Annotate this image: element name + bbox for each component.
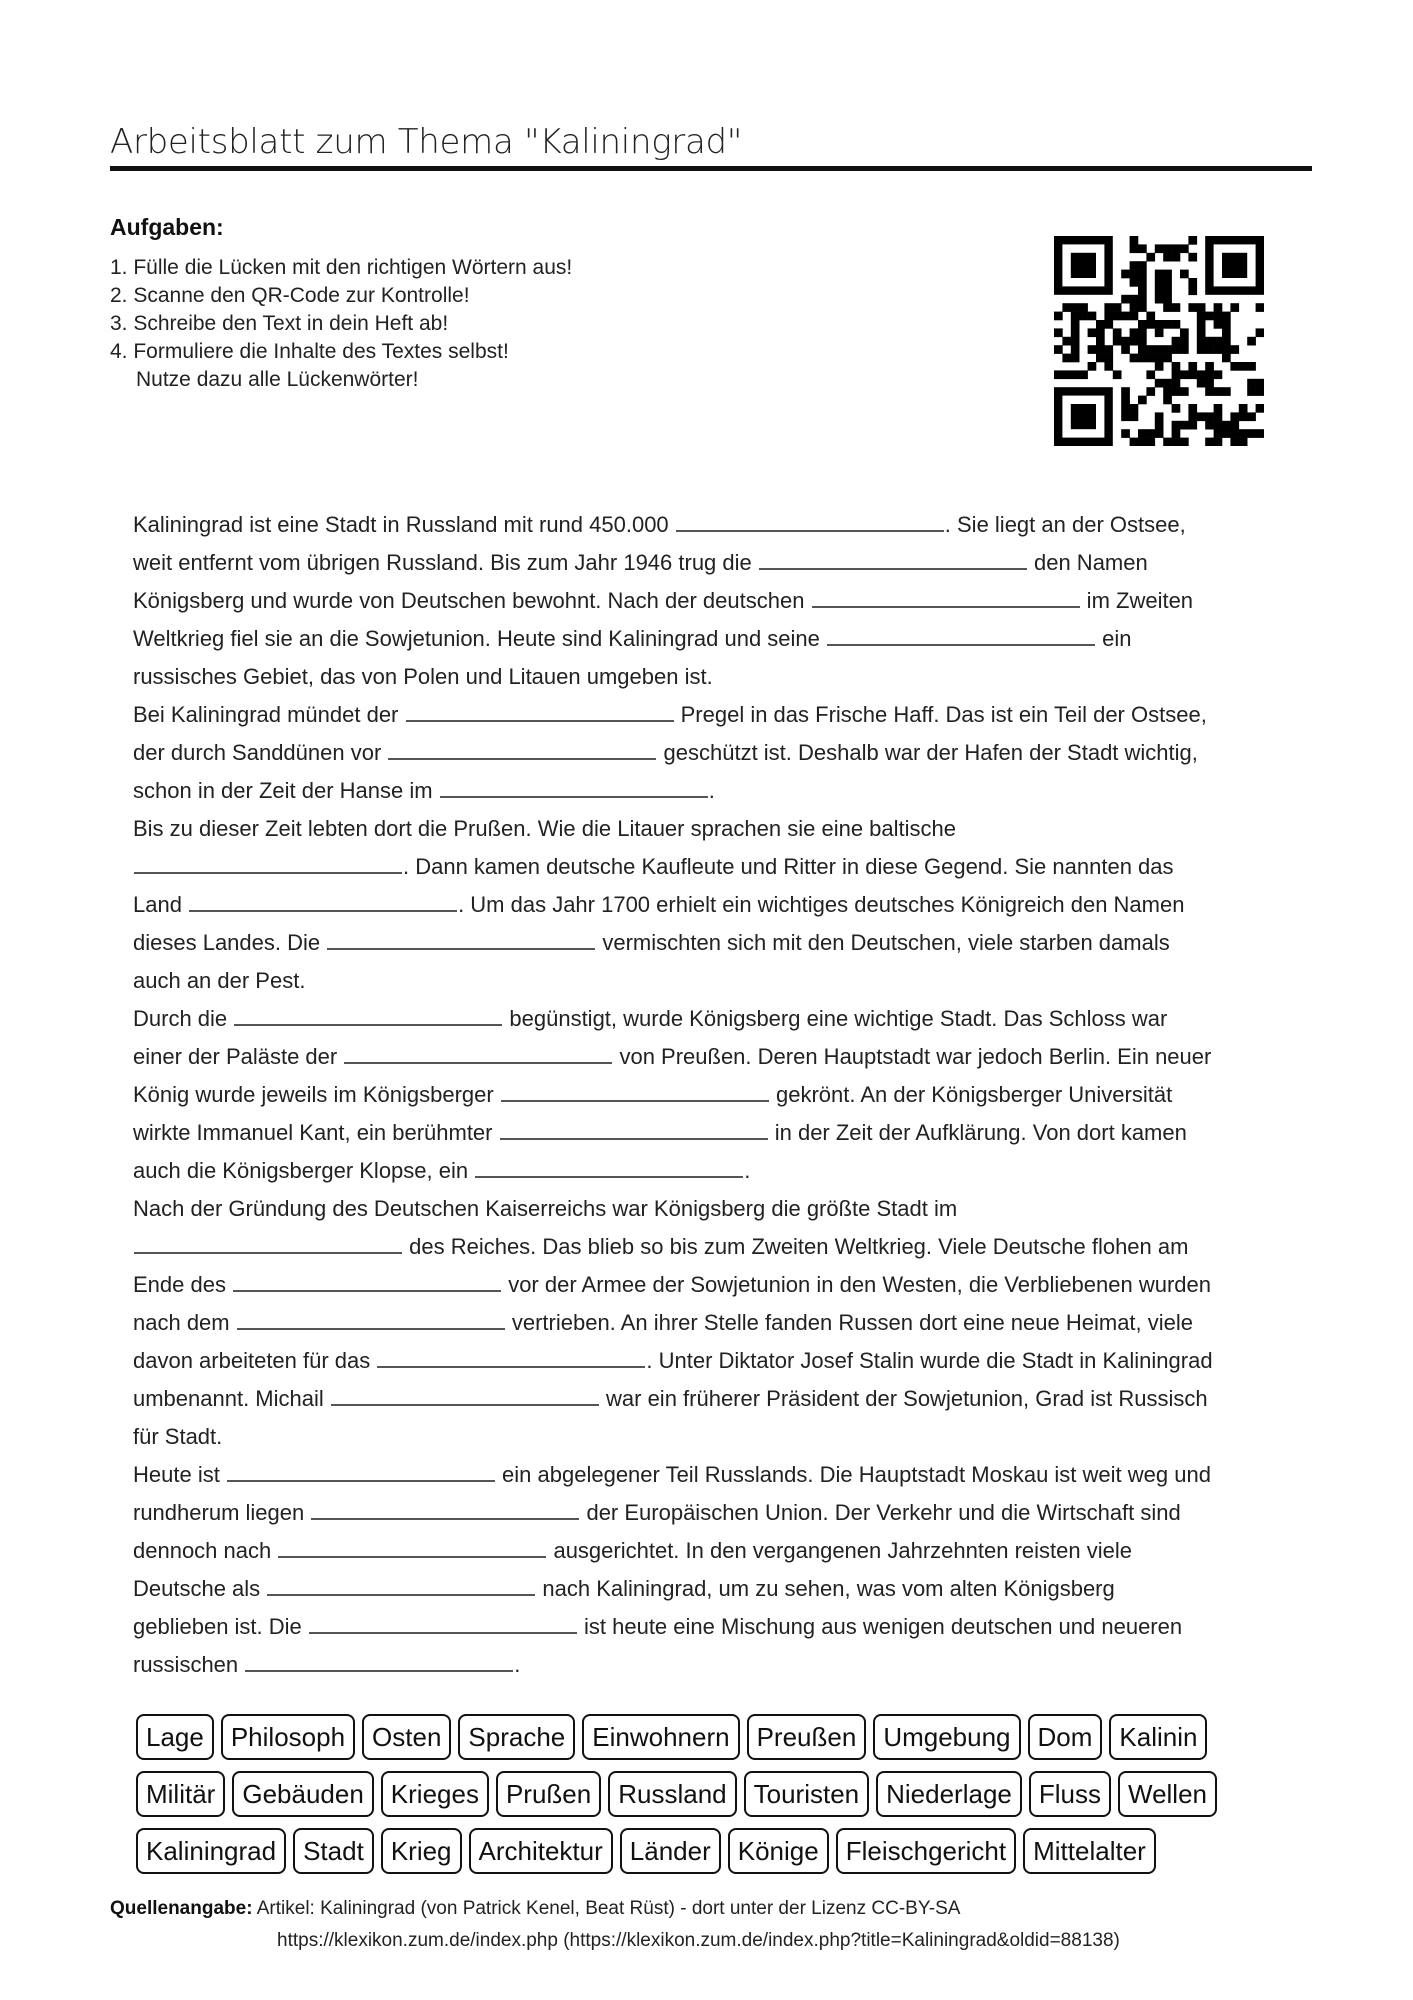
- text-segment: russischen: [133, 1652, 245, 1677]
- text-segment: Bei Kaliningrad mündet der: [133, 702, 405, 727]
- text-segment: .: [708, 778, 715, 803]
- blank-field[interactable]: [501, 1078, 769, 1102]
- word-chip[interactable]: Osten: [362, 1714, 451, 1760]
- text-segment: vertrieben. An ihrer Stelle fanden Russen dort eine neue Heimat, viele: [505, 1310, 1194, 1335]
- task-item: 1. Fülle die Lücken mit den richtigen Wörtern aus!: [110, 256, 573, 279]
- blank-field[interactable]: [327, 926, 595, 950]
- text-segment: auch an der Pest.: [133, 968, 306, 993]
- text-segment: Land: [133, 892, 189, 917]
- word-chip[interactable]: Russland: [608, 1771, 736, 1817]
- task-item: 4. Formuliere die Inhalte des Textes selbst!: [110, 340, 509, 363]
- text-line: [133, 1114, 1313, 1152]
- blank-field[interactable]: [440, 774, 708, 798]
- title-divider: [110, 166, 1312, 171]
- text-segment: rundherum liegen: [133, 1500, 311, 1525]
- text-line: [133, 658, 1313, 696]
- blank-field[interactable]: [237, 1306, 505, 1330]
- word-bank-row: [136, 1714, 1286, 1760]
- text-segment: dennoch nach: [133, 1538, 278, 1563]
- text-segment: . Sie liegt an der Ostsee,: [944, 512, 1186, 537]
- text-segment: gekrönt. An der Königsberger Universität: [769, 1082, 1173, 1107]
- word-chip[interactable]: Einwohnern: [582, 1714, 739, 1760]
- page-title: Arbeitsblatt zum Thema "Kaliningrad": [110, 122, 743, 162]
- text-line: [133, 506, 1313, 544]
- text-line: [133, 1152, 1313, 1190]
- text-line: [133, 1190, 1313, 1228]
- word-chip[interactable]: Kaliningrad: [136, 1828, 286, 1874]
- text-line: [133, 772, 1313, 810]
- blank-field[interactable]: [233, 1268, 501, 1292]
- word-chip[interactable]: Touristen: [744, 1771, 870, 1817]
- text-segment: Königsberg und wurde von Deutschen bewohnt. Nach der deutschen: [133, 588, 811, 613]
- text-segment: in der Zeit der Aufklärung. Von dort kamen: [768, 1120, 1187, 1145]
- text-segment: weit entfernt vom übrigen Russland. Bis zum Jahr 1946 trug die: [133, 550, 758, 575]
- blank-field[interactable]: [377, 1344, 645, 1368]
- text-segment: ausgerichtet. In den vergangenen Jahrzehnten reisten viele: [547, 1538, 1132, 1563]
- text-line: [133, 886, 1313, 924]
- text-line: [133, 924, 1313, 962]
- word-chip[interactable]: Militär: [136, 1771, 225, 1817]
- text-line: [133, 1494, 1313, 1532]
- blank-field[interactable]: [475, 1154, 743, 1178]
- text-line: [133, 734, 1313, 772]
- text-segment: im Zweiten: [1080, 588, 1194, 613]
- blank-field[interactable]: [827, 622, 1095, 646]
- source-citation: [110, 1893, 1120, 1957]
- task-item-continuation: Nutze dazu alle Lückenwörter!: [136, 368, 419, 391]
- text-segment: der durch Sanddünen vor: [133, 740, 388, 765]
- text-segment: geblieben ist. Die: [133, 1614, 308, 1639]
- text-segment: Ende des: [133, 1272, 233, 1297]
- text-segment: nach dem: [133, 1310, 236, 1335]
- text-segment: ist heute eine Mischung aus wenigen deutschen und neueren: [577, 1614, 1183, 1639]
- text-segment: . Unter Diktator Josef Stalin wurde die Stadt in Kaliningrad: [646, 1348, 1213, 1373]
- word-chip[interactable]: Kalinin: [1109, 1714, 1207, 1760]
- word-chip[interactable]: Niederlage: [876, 1771, 1022, 1817]
- text-segment: Nach der Gründung des Deutschen Kaiserreichs war Königsberg die größte Stadt im: [133, 1196, 958, 1221]
- blank-field[interactable]: [344, 1040, 612, 1064]
- source-text: Artikel: Kaliningrad (von Patrick Kenel, Beat Rüst) - dort unter der Lizenz CC-BY-SA: [252, 1898, 961, 1919]
- word-chip[interactable]: Dom: [1028, 1714, 1103, 1760]
- text-line: [133, 1456, 1313, 1494]
- task-list: [110, 254, 572, 394]
- text-line: [133, 620, 1313, 658]
- text-line: [133, 810, 1313, 848]
- text-line: [133, 1076, 1313, 1114]
- blank-field[interactable]: [278, 1534, 546, 1558]
- blank-field[interactable]: [227, 1458, 495, 1482]
- word-chip[interactable]: Länder: [620, 1828, 721, 1874]
- word-chip[interactable]: Könige: [728, 1828, 829, 1874]
- text-line: [133, 1038, 1313, 1076]
- text-segment: für Stadt.: [133, 1424, 223, 1449]
- blank-field[interactable]: [388, 736, 656, 760]
- tasks-heading: Aufgaben:: [110, 214, 224, 240]
- blank-field[interactable]: [311, 1496, 579, 1520]
- word-bank: [136, 1714, 1286, 1885]
- word-chip[interactable]: Preußen: [747, 1714, 867, 1760]
- text-segment: einer der Paläste der: [133, 1044, 344, 1069]
- text-line: [133, 1304, 1313, 1342]
- text-segment: Deutsche als: [133, 1576, 267, 1601]
- text-segment: .: [744, 1158, 751, 1183]
- text-line: [133, 848, 1313, 886]
- text-line: [133, 1418, 1313, 1456]
- word-chip[interactable]: Wellen: [1118, 1771, 1217, 1817]
- text-segment: .: [514, 1652, 521, 1677]
- word-chip[interactable]: Fluss: [1029, 1771, 1111, 1817]
- blank-field[interactable]: [267, 1572, 535, 1596]
- text-segment: der Europäischen Union. Der Verkehr und die Wirtschaft sind: [580, 1500, 1181, 1525]
- text-segment: . Um das Jahr 1700 erhielt ein wichtiges deutsches Königreich den Namen: [458, 892, 1185, 917]
- text-segment: . Dann kamen deutsche Kaufleute und Ritter in diese Gegend. Sie nannten das: [403, 854, 1174, 879]
- text-line: [133, 696, 1313, 734]
- word-chip[interactable]: Umgebung: [873, 1714, 1020, 1760]
- text-segment: nach Kaliningrad, um zu sehen, was vom alten Königsberg: [536, 1576, 1115, 1601]
- text-segment: Pregel in das Frische Haff. Das ist ein Teil der Ostsee,: [674, 702, 1207, 727]
- blank-field[interactable]: [759, 546, 1027, 570]
- word-chip[interactable]: Gebäuden: [232, 1771, 373, 1817]
- text-segment: vor der Armee der Sowjetunion in den Westen, die Verbliebenen wurden: [502, 1272, 1211, 1297]
- text-segment: den Namen: [1027, 550, 1148, 575]
- word-chip[interactable]: Lage: [136, 1714, 214, 1760]
- blank-field[interactable]: [812, 584, 1080, 608]
- text-segment: war ein früherer Präsident der Sowjetunion, Grad ist Russisch: [599, 1386, 1208, 1411]
- blank-field[interactable]: [189, 888, 457, 912]
- blank-field[interactable]: [309, 1610, 577, 1634]
- text-segment: von Preußen. Deren Hauptstadt war jedoch Berlin. Ein neuer: [613, 1044, 1212, 1069]
- text-segment: umbenannt. Michail: [133, 1386, 330, 1411]
- task-item: 3. Schreibe den Text in dein Heft ab!: [110, 312, 449, 335]
- text-segment: Bis zu dieser Zeit lebten dort die Prußen. Wie die Litauer sprachen sie eine baltische: [133, 816, 956, 841]
- text-segment: Weltkrieg fiel sie an die Sowjetunion. Heute sind Kaliningrad und seine: [133, 626, 827, 651]
- word-bank-row: [136, 1828, 1286, 1874]
- word-chip[interactable]: Architektur: [469, 1828, 613, 1874]
- text-segment: ein abgelegener Teil Russlands. Die Hauptstadt Moskau ist weit weg und: [495, 1462, 1211, 1487]
- text-line: [133, 1532, 1313, 1570]
- text-line: [133, 1570, 1313, 1608]
- blank-field[interactable]: [134, 850, 402, 874]
- text-line: [133, 962, 1313, 1000]
- text-segment: Kaliningrad ist eine Stadt in Russland mit rund 450.000: [133, 512, 675, 537]
- word-chip[interactable]: Krieges: [381, 1771, 489, 1817]
- text-line: [133, 1342, 1313, 1380]
- text-segment: wirkte Immanuel Kant, ein berühmter: [133, 1120, 499, 1145]
- word-chip[interactable]: Prußen: [496, 1771, 601, 1817]
- text-line: [133, 582, 1313, 620]
- text-segment: König wurde jeweils im Königsberger: [133, 1082, 500, 1107]
- word-chip[interactable]: Sprache: [458, 1714, 575, 1760]
- text-line: [133, 1000, 1313, 1038]
- text-segment: begünstigt, wurde Königsberg eine wichtige Stadt. Das Schloss war: [503, 1006, 1168, 1031]
- text-segment: ein: [1096, 626, 1132, 651]
- text-segment: des Reiches. Das blieb so bis zum Zweiten Weltkrieg. Viele Deutsche flohen am: [403, 1234, 1189, 1259]
- word-chip[interactable]: Fleischgericht: [836, 1828, 1016, 1874]
- text-segment: Heute ist: [133, 1462, 226, 1487]
- text-line: [133, 1228, 1313, 1266]
- text-line: [133, 1608, 1313, 1646]
- text-segment: Durch die: [133, 1006, 234, 1031]
- cloze-text: [133, 506, 1313, 1684]
- word-bank-row: [136, 1771, 1286, 1817]
- blank-field[interactable]: [331, 1382, 599, 1406]
- text-segment: geschützt ist. Deshalb war der Hafen der Stadt wichtig,: [657, 740, 1198, 765]
- blank-field[interactable]: [134, 1230, 402, 1254]
- blank-field[interactable]: [406, 698, 674, 722]
- word-chip[interactable]: Philosoph: [221, 1714, 355, 1760]
- blank-field[interactable]: [245, 1648, 513, 1672]
- text-segment: davon arbeiteten für das: [133, 1348, 377, 1373]
- text-line: [133, 1266, 1313, 1304]
- word-chip[interactable]: Krieg: [381, 1828, 462, 1874]
- text-line: [133, 1380, 1313, 1418]
- word-chip[interactable]: Mittelalter: [1023, 1828, 1156, 1874]
- source-url[interactable]: https://klexikon.zum.de/index.php (https://klexikon.zum.de/index.php?title=Kaliningrad&oldid=88138): [277, 1930, 1120, 1951]
- text-segment: dieses Landes. Die: [133, 930, 327, 955]
- source-label: Quellenangabe:: [110, 1898, 253, 1919]
- task-item: 2. Scanne den QR-Code zur Kontrolle!: [110, 284, 470, 307]
- blank-field[interactable]: [500, 1116, 768, 1140]
- text-segment: russisches Gebiet, das von Polen und Litauen umgeben ist.: [133, 664, 713, 689]
- qr-code-icon[interactable]: [1054, 236, 1264, 446]
- text-segment: auch die Königsberger Klopse, ein: [133, 1158, 475, 1183]
- blank-field[interactable]: [234, 1002, 502, 1026]
- text-line: [133, 544, 1313, 582]
- text-segment: schon in der Zeit der Hanse im: [133, 778, 439, 803]
- text-line: [133, 1646, 1313, 1684]
- blank-field[interactable]: [676, 508, 944, 532]
- text-segment: vermischten sich mit den Deutschen, viele starben damals: [596, 930, 1170, 955]
- word-chip[interactable]: Stadt: [293, 1828, 374, 1874]
